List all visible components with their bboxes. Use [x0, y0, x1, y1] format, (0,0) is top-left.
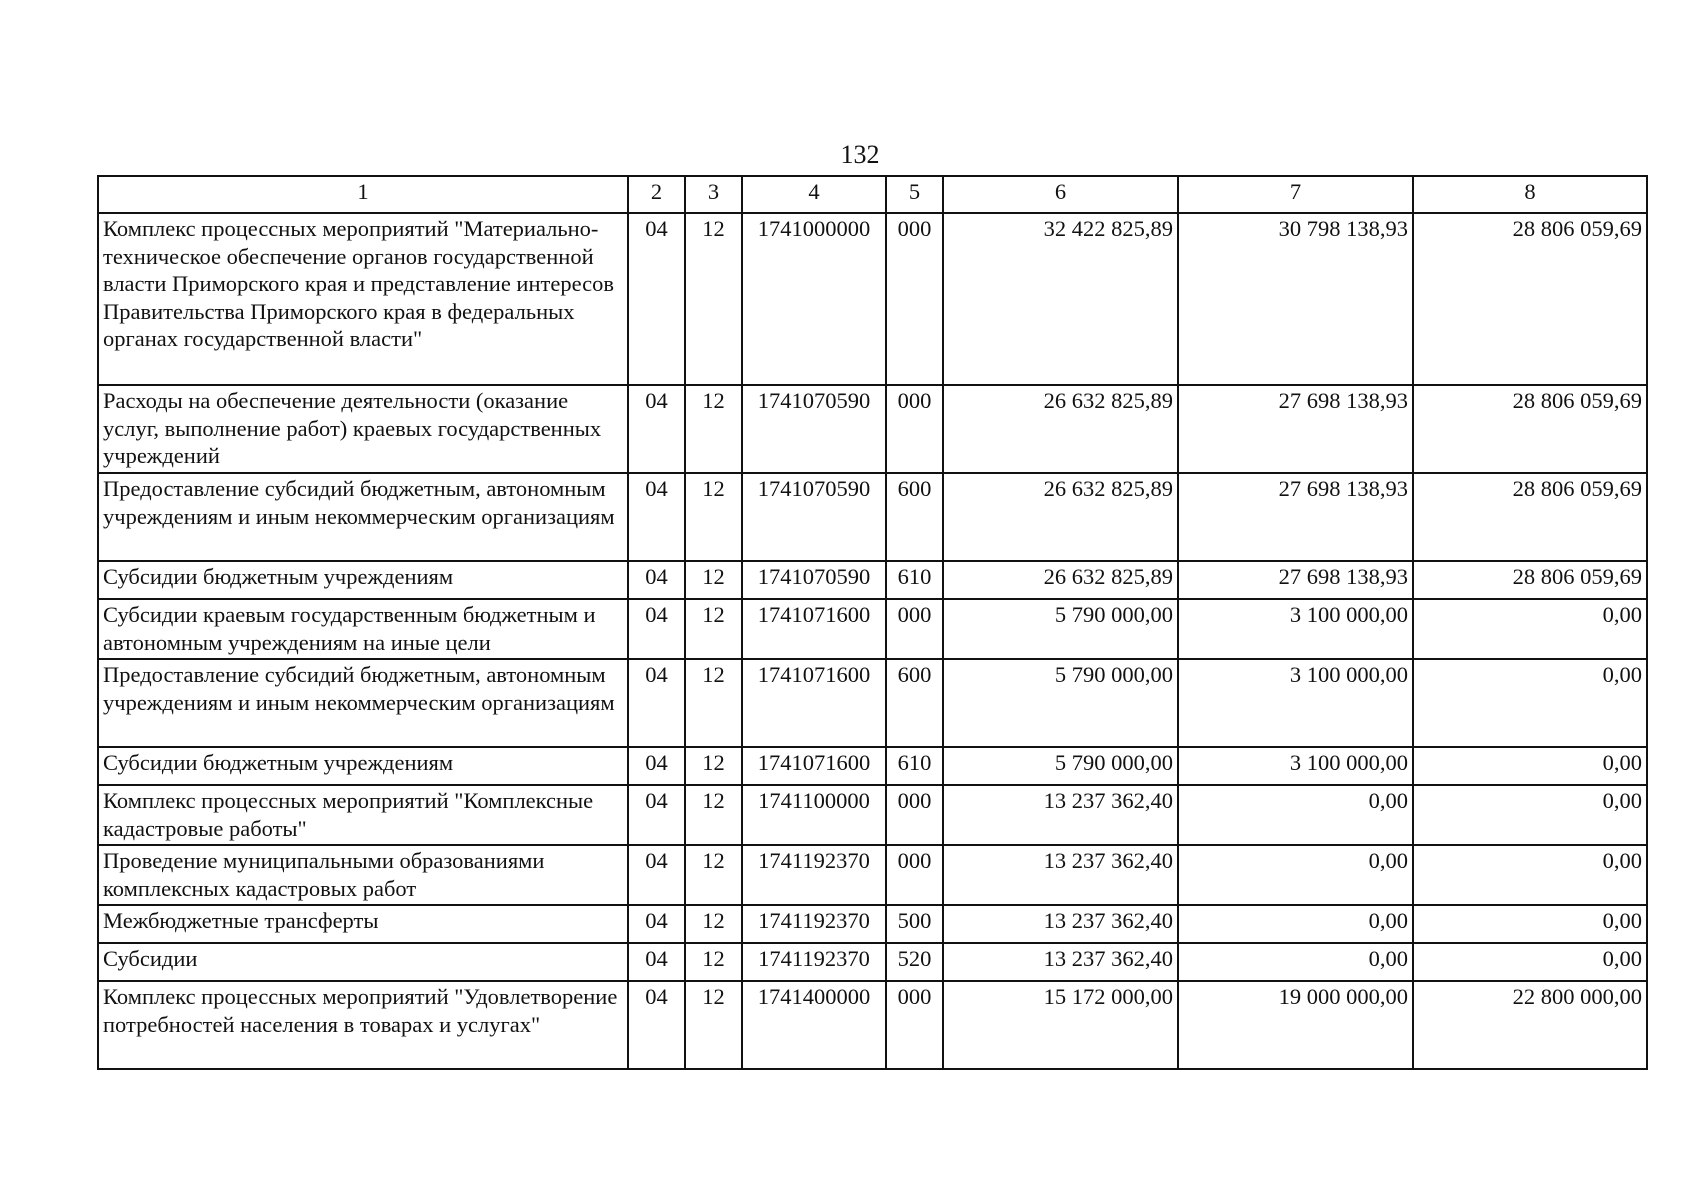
amount-col-8: 28 806 059,69 [1413, 561, 1647, 599]
table-row [98, 599, 1647, 659]
amount-col-7: 3 100 000,00 [1178, 599, 1413, 659]
amount-col-8: 0,00 [1413, 747, 1647, 785]
section-code: 04 [628, 905, 685, 943]
amount-col-8: 0,00 [1413, 845, 1647, 905]
amount-col-7: 27 698 138,93 [1178, 473, 1413, 561]
amount-col-6: 13 237 362,40 [943, 905, 1178, 943]
header-cell: 4 [742, 176, 886, 213]
budget-table [97, 175, 1648, 1070]
header-cell: 6 [943, 176, 1178, 213]
section-code: 04 [628, 845, 685, 905]
amount-col-7: 27 698 138,93 [1178, 561, 1413, 599]
table-row [98, 981, 1647, 1069]
amount-col-8: 28 806 059,69 [1413, 473, 1647, 561]
subsection-code: 12 [685, 943, 742, 981]
amount-col-6: 26 632 825,89 [943, 473, 1178, 561]
amount-col-8: 28 806 059,69 [1413, 213, 1647, 385]
amount-col-6: 32 422 825,89 [943, 213, 1178, 385]
target-article-code: 1741100000 [742, 785, 886, 845]
table-row [98, 385, 1647, 473]
table-row [98, 473, 1647, 561]
row-name: Комплекс процессных мероприятий "Удовлетворение потребностей населения в товарах и услугах" [98, 981, 628, 1069]
row-name: Субсидии [98, 943, 628, 981]
expense-type-code: 600 [886, 659, 943, 747]
expense-type-code: 000 [886, 213, 943, 385]
target-article-code: 1741192370 [742, 905, 886, 943]
subsection-code: 12 [685, 385, 742, 473]
page-number: 132 [840, 140, 880, 169]
target-article-code: 1741070590 [742, 473, 886, 561]
header-cell: 7 [1178, 176, 1413, 213]
table-row [98, 905, 1647, 943]
amount-col-6: 5 790 000,00 [943, 659, 1178, 747]
target-article-code: 1741070590 [742, 561, 886, 599]
target-article-code: 1741192370 [742, 845, 886, 905]
expense-type-code: 000 [886, 385, 943, 473]
amount-col-6: 13 237 362,40 [943, 845, 1178, 905]
target-article-code: 1741000000 [742, 213, 886, 385]
expense-type-code: 000 [886, 599, 943, 659]
amount-col-6: 13 237 362,40 [943, 943, 1178, 981]
amount-col-6: 26 632 825,89 [943, 561, 1178, 599]
amount-col-7: 19 000 000,00 [1178, 981, 1413, 1069]
header-row [98, 176, 1647, 213]
section-code: 04 [628, 747, 685, 785]
target-article-code: 1741071600 [742, 747, 886, 785]
row-name: Субсидии бюджетным учреждениям [98, 747, 628, 785]
target-article-code: 1741070590 [742, 385, 886, 473]
table-row [98, 845, 1647, 905]
subsection-code: 12 [685, 845, 742, 905]
amount-col-6: 5 790 000,00 [943, 747, 1178, 785]
row-name: Субсидии бюджетным учреждениям [98, 561, 628, 599]
amount-col-6: 15 172 000,00 [943, 981, 1178, 1069]
subsection-code: 12 [685, 981, 742, 1069]
header-cell: 1 [98, 176, 628, 213]
expense-type-code: 600 [886, 473, 943, 561]
section-code: 04 [628, 385, 685, 473]
row-name: Предоставление субсидий бюджетным, автономным учреждениям и иным некоммерческим организациям [98, 659, 628, 747]
subsection-code: 12 [685, 599, 742, 659]
subsection-code: 12 [685, 473, 742, 561]
section-code: 04 [628, 785, 685, 845]
amount-col-6: 26 632 825,89 [943, 385, 1178, 473]
row-name: Проведение муниципальными образованиями комплексных кадастровых работ [98, 845, 628, 905]
table-row [98, 785, 1647, 845]
subsection-code: 12 [685, 561, 742, 599]
header-cell: 8 [1413, 176, 1647, 213]
row-name: Субсидии краевым государственным бюджетным и автономным учреждениям на иные цели [98, 599, 628, 659]
table-row [98, 659, 1647, 747]
expense-type-code: 500 [886, 905, 943, 943]
header-cell: 3 [685, 176, 742, 213]
target-article-code: 1741400000 [742, 981, 886, 1069]
amount-col-6: 5 790 000,00 [943, 599, 1178, 659]
table-row [98, 213, 1647, 385]
row-name: Комплекс процессных мероприятий "Материально-техническое обеспечение органов государственной власти Приморского края и представление интересов Правительства Приморского края в федеральных органах государственной власти" [98, 213, 628, 385]
amount-col-7: 0,00 [1178, 905, 1413, 943]
subsection-code: 12 [685, 747, 742, 785]
table-row [98, 561, 1647, 599]
subsection-code: 12 [685, 659, 742, 747]
amount-col-7: 27 698 138,93 [1178, 385, 1413, 473]
header-cell: 5 [886, 176, 943, 213]
amount-col-8: 0,00 [1413, 599, 1647, 659]
header-cell: 2 [628, 176, 685, 213]
amount-col-7: 0,00 [1178, 845, 1413, 905]
amount-col-7: 0,00 [1178, 943, 1413, 981]
subsection-code: 12 [685, 213, 742, 385]
row-name: Комплекс процессных мероприятий "Комплексные кадастровые работы" [98, 785, 628, 845]
row-name: Предоставление субсидий бюджетным, автономным учреждениям и иным некоммерческим организациям [98, 473, 628, 561]
amount-col-7: 3 100 000,00 [1178, 747, 1413, 785]
amount-col-8: 28 806 059,69 [1413, 385, 1647, 473]
target-article-code: 1741192370 [742, 943, 886, 981]
section-code: 04 [628, 473, 685, 561]
target-article-code: 1741071600 [742, 599, 886, 659]
section-code: 04 [628, 561, 685, 599]
expense-type-code: 610 [886, 747, 943, 785]
section-code: 04 [628, 981, 685, 1069]
amount-col-8: 0,00 [1413, 659, 1647, 747]
amount-col-7: 0,00 [1178, 785, 1413, 845]
amount-col-8: 0,00 [1413, 785, 1647, 845]
amount-col-8: 0,00 [1413, 943, 1647, 981]
section-code: 04 [628, 213, 685, 385]
expense-type-code: 000 [886, 845, 943, 905]
section-code: 04 [628, 943, 685, 981]
expense-type-code: 520 [886, 943, 943, 981]
expense-type-code: 610 [886, 561, 943, 599]
amount-col-6: 13 237 362,40 [943, 785, 1178, 845]
table-row [98, 943, 1647, 981]
target-article-code: 1741071600 [742, 659, 886, 747]
subsection-code: 12 [685, 785, 742, 845]
section-code: 04 [628, 659, 685, 747]
subsection-code: 12 [685, 905, 742, 943]
amount-col-7: 3 100 000,00 [1178, 659, 1413, 747]
amount-col-8: 0,00 [1413, 905, 1647, 943]
expense-type-code: 000 [886, 981, 943, 1069]
row-name: Межбюджетные трансферты [98, 905, 628, 943]
table-row [98, 747, 1647, 785]
amount-col-8: 22 800 000,00 [1413, 981, 1647, 1069]
expense-type-code: 000 [886, 785, 943, 845]
row-name: Расходы на обеспечение деятельности (оказание услуг, выполнение работ) краевых государственных учреждений [98, 385, 628, 473]
amount-col-7: 30 798 138,93 [1178, 213, 1413, 385]
section-code: 04 [628, 599, 685, 659]
